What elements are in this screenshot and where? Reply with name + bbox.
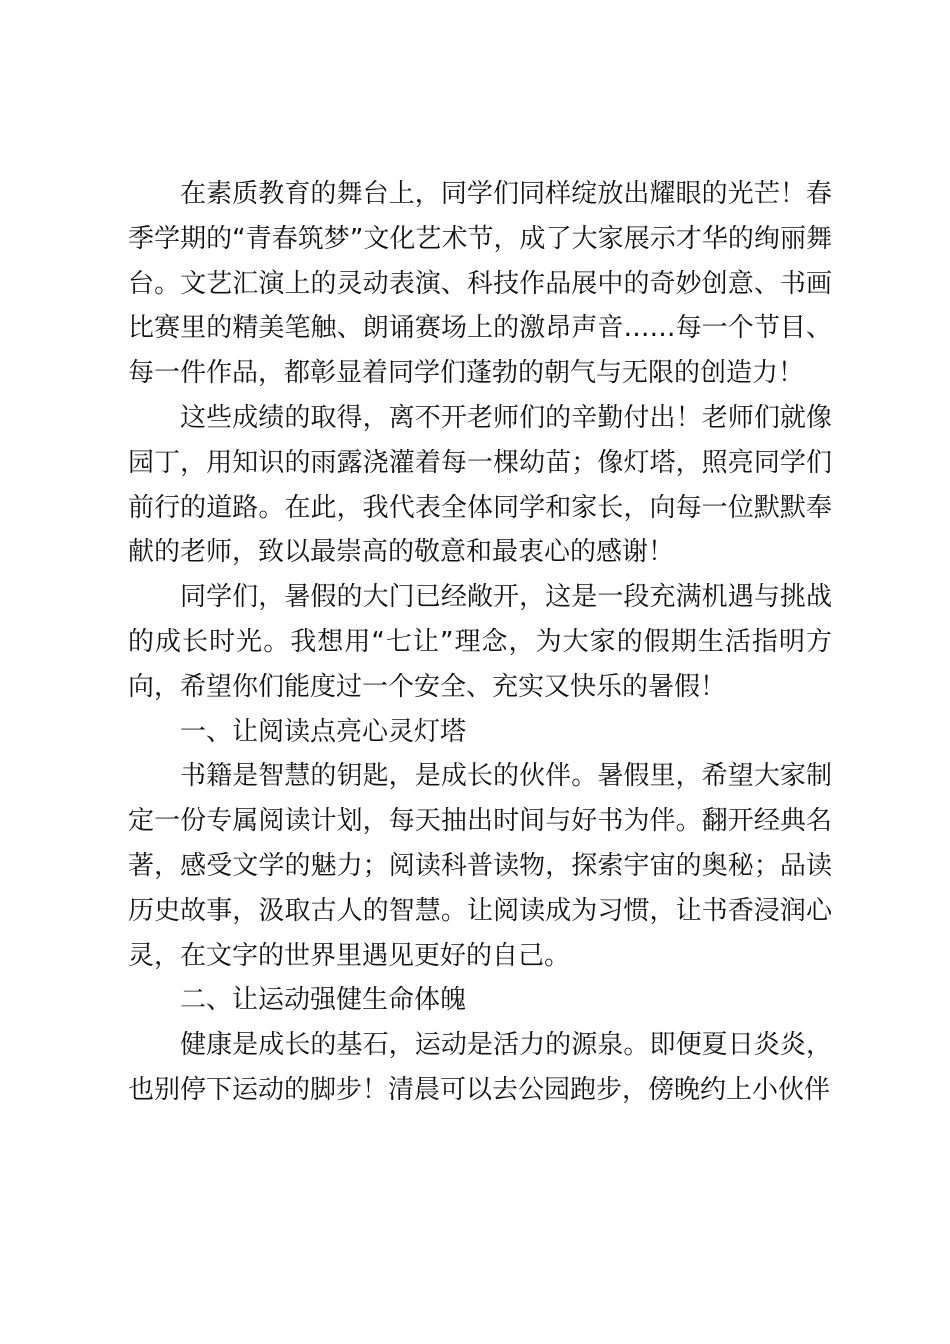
paragraph-summer-intro: 同学们，暑假的大门已经敞开，这是一段充满机遇与挑战的成长时光。我想用“七让”理念，为大家的假期生活指明方向，希望你们能度过一个安全、充实又快乐的暑假！ <box>128 582 832 702</box>
document-body <box>128 172 832 1113</box>
paragraph-teacher-thanks: 这些成绩的取得，离不开老师们的辛勤付出！老师们就像园丁，用知识的雨露浇灌着每一棵幼苗；像灯塔，照亮同学们前行的道路。在此，我代表全体同学和家长，向每一位默默奉献的老师，致以最崇高的敬意和最衷心的感谢！ <box>128 402 832 568</box>
paragraph-sports: 健康是成长的基石，运动是活力的源泉。即便夏日炎炎，也别停下运动的脚步！清晨可以去公园跑步，傍晚约上小伙伴 <box>128 1030 832 1105</box>
paragraph-reading: 书籍是智慧的钥匙，是成长的伙伴。暑假里，希望大家制定一份专属阅读计划，每天抽出时间与好书为伴。翻开经典名著，感受文学的魅力；阅读科普读物，探索宇宙的奥秘；品读历史故事，汲取古人的智慧。让阅读成为习惯，让书香浸润心灵，在文字的世界里遇见更好的自己。 <box>128 761 832 971</box>
section-heading-reading: 一、让阅读点亮心灵灯塔 <box>180 716 467 747</box>
paragraph-arts-festival: 在素质教育的舞台上，同学们同样绽放出耀眼的光芒！春季学期的“青春筑梦”文化艺术节，成了大家展示才华的绚丽舞台。文艺汇演上的灵动表演、科技作品展中的奇妙创意、书画比赛里的精美笔触、朗诵赛场上的激昂声音……每一个节目、每一件作品，都彰显着同学们蓬勃的朝气与无限的创造力！ <box>128 179 832 389</box>
section-heading-sports: 二、让运动强健生命体魄 <box>180 985 467 1016</box>
